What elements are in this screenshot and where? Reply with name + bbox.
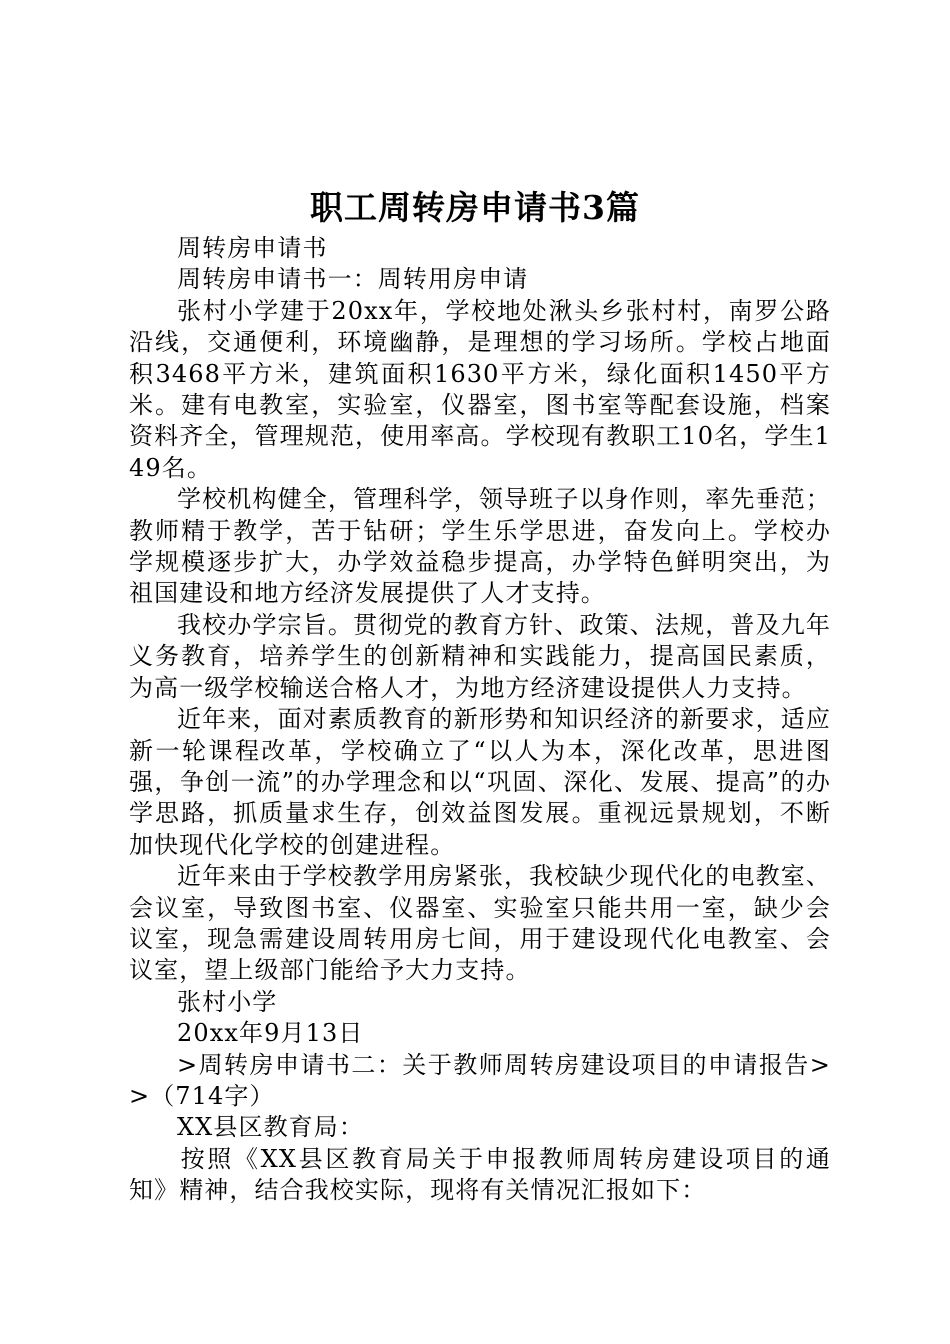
paragraph-report-intro: 按照《XX县区教育局关于申报教师周转房建设项目的通知》精神，结合我校实际，现将有关情况汇报如下： [129, 1144, 831, 1205]
paragraph-school-intro: 张村小学建于20xx年，学校地处湫头乡张村村，南罗公路沿线，交通便利，环境幽静，是理想的学习场所。学校占地面积3468平方米，建筑面积1630平方米，绿化面积1450平方米。建有电教室，实验室，仪器室，图书室等配套设施，档案资料齐全，管理规范，使用率高。学校现有教职工10名，学生149名。 [129, 296, 831, 482]
document-title: 职工周转房申请书3篇 [310, 188, 640, 227]
document-body [129, 233, 831, 1207]
paragraph-date: 20xx年9月13日 [177, 1019, 364, 1048]
paragraph-recent-years: 近年来，面对素质教育的新形势和知识经济的新要求，适应新一轮课程改革，学校确立了“以人为本，深化改革，思进图强，争创一流”的办学理念和以“巩固、深化、发展、提高”的办学思路，抓质量求生存，创效益图发展。重视远景规划，不断加快现代化学校的创建进程。 [129, 705, 831, 859]
paragraph-recipient: XX县区教育局： [177, 1113, 364, 1142]
paragraph-request: 近年来由于学校教学用房紧张，我校缺少现代化的电教室、会议室，导致图书室、仪器室、实验室只能共用一室，缺少会议室，现急需建设周转用房七间，用于建设现代化电教室、会议室，望上级部门能给予大力支持。 [129, 862, 831, 985]
paragraph-heading-two: >周转房申请书二：关于教师周转房建设项目的申请报告>>（714字） [129, 1050, 831, 1110]
paragraph-heading-main: 周转房申请书 [177, 234, 328, 262]
paragraph-heading-one: 周转房申请书一：周转用房申请 [177, 265, 529, 294]
paragraph-school-structure: 学校机构健全，管理科学，领导班子以身作则，率先垂范；教师精于教学，苦于钻研；学生乐学思进，奋发向上。学校办学规模逐步扩大，办学效益稳步提高，办学特色鲜明突出，为祖国建设和地方经济发展提供了人才支持。 [129, 485, 831, 608]
paragraph-signature: 张村小学 [177, 987, 278, 1016]
paragraph-school-purpose: 我校办学宗旨。贯彻党的教育方针、政策、法规，普及九年义务教育，培养学生的创新精神和实践能力，提高国民素质，为高一级学校输送合格人才，为地方经济建设提供人力支持。 [129, 610, 831, 702]
